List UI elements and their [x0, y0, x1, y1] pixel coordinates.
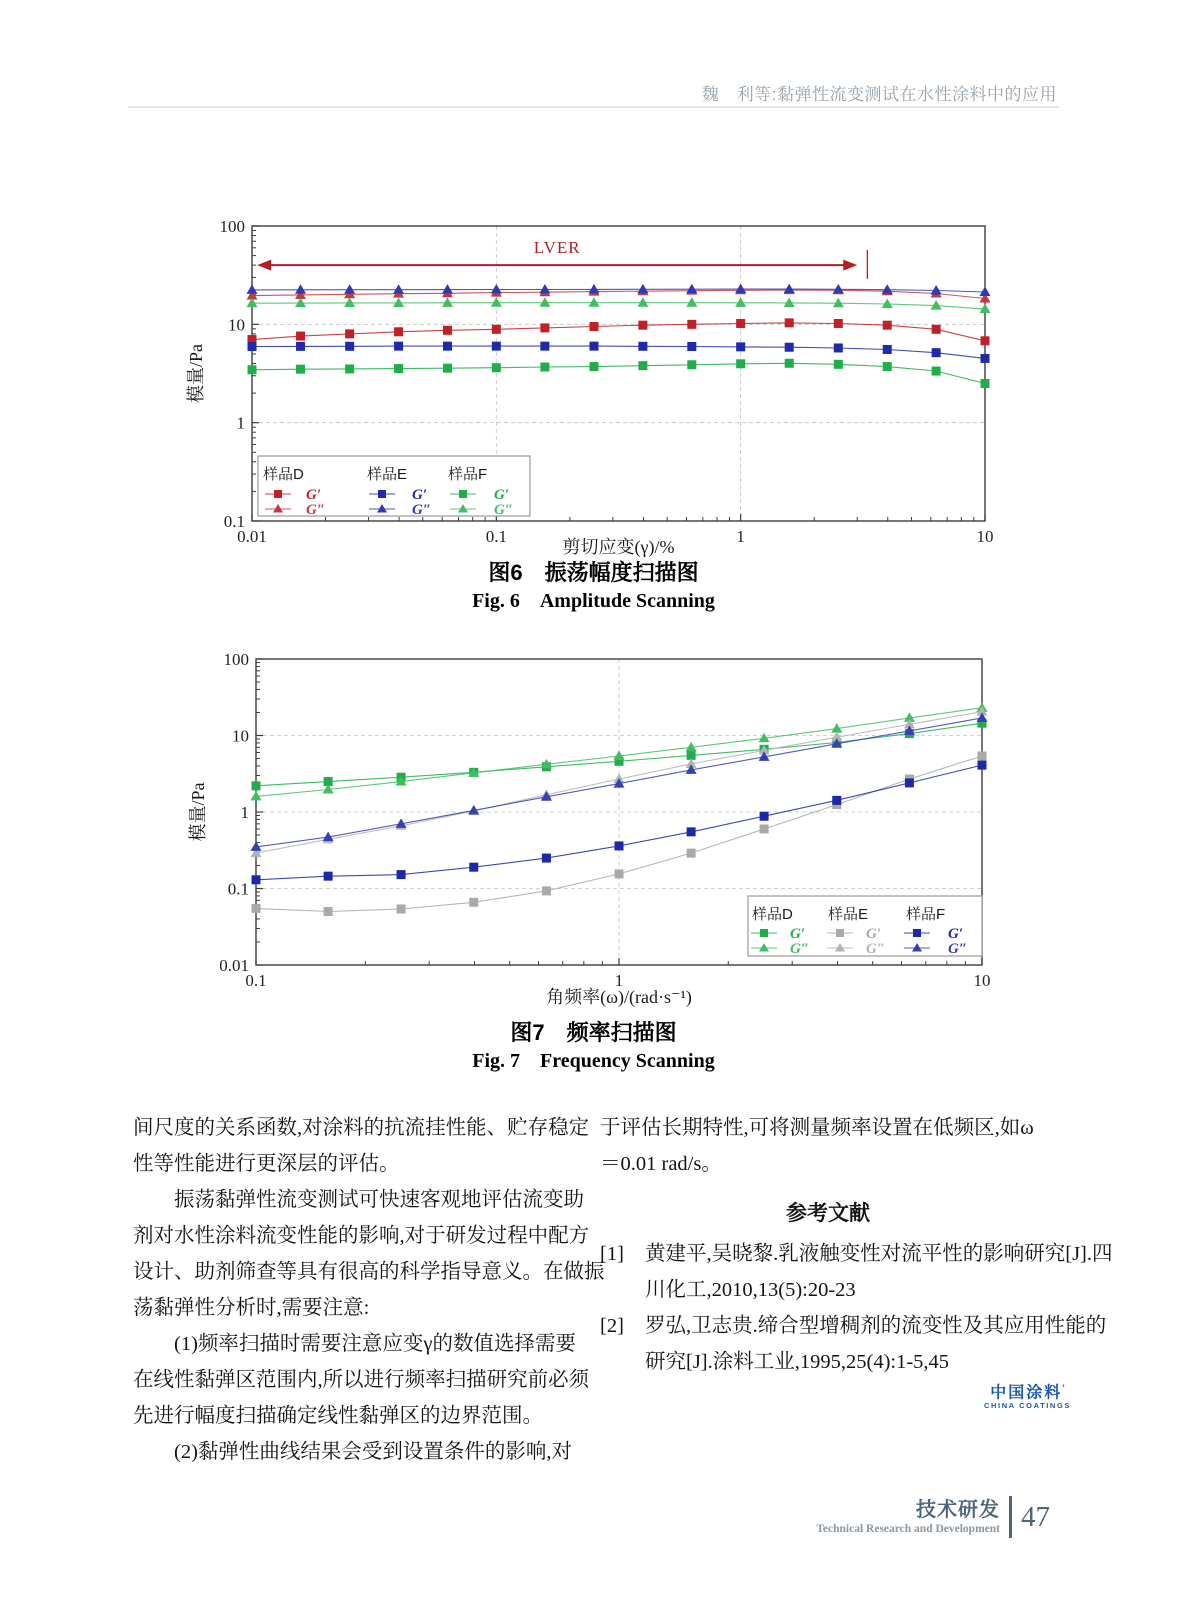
- body-text-line: 设计、助剂筛查等具有很高的科学指导意义。在做振: [133, 1261, 605, 1283]
- svg-text:1: 1: [614, 971, 624, 990]
- svg-text:0.1: 0.1: [245, 971, 267, 990]
- svg-text:G′: G′: [494, 487, 510, 503]
- running-head-title: 魏 利等:黏弹性流变测试在水性涂料中的应用: [701, 85, 1057, 104]
- svg-text:样品E: 样品E: [828, 906, 869, 923]
- svg-text:G″: G″: [306, 502, 326, 518]
- svg-text:G′: G′: [948, 926, 964, 942]
- svg-text:0.01: 0.01: [237, 527, 267, 546]
- page-number: 47: [1021, 1500, 1050, 1533]
- reference-number: [2]: [600, 1315, 624, 1337]
- figure7-frequency-scan-chart: [130, 628, 1070, 1013]
- svg-text:10: 10: [232, 726, 249, 746]
- svg-text:剪切应变(γ)/%: 剪切应变(γ)/%: [562, 537, 675, 557]
- svg-text:样品D: 样品D: [263, 466, 304, 483]
- figure7-caption-en: Fig. 7 Frequency Scanning: [472, 1050, 715, 1072]
- page-footer: [816, 1496, 1050, 1538]
- body-text-line: 荡黏弹性分析时,需要注意:: [133, 1297, 370, 1319]
- svg-text:模量/Pa: 模量/Pa: [188, 782, 208, 842]
- svg-text:10: 10: [228, 315, 245, 335]
- svg-text:LVER: LVER: [533, 238, 581, 258]
- references-heading: 参考文献: [786, 1202, 870, 1225]
- reference-item: [600, 1236, 1113, 1272]
- reference-text-continued: 研究[J].涂料工业,1995,25(4):1-5,45: [645, 1351, 950, 1373]
- reference-item: [600, 1308, 1107, 1344]
- svg-text:0.1: 0.1: [485, 527, 507, 546]
- logo-trademark: ’: [1062, 1383, 1065, 1393]
- svg-text:10: 10: [976, 527, 994, 546]
- footer-divider: [1009, 1496, 1012, 1538]
- svg-text:样品E: 样品E: [367, 466, 408, 483]
- figure6-amplitude-scan-chart: [130, 195, 1070, 567]
- svg-text:G″: G″: [866, 941, 886, 957]
- body-text-line: 性等性能进行更深层的评估。: [133, 1153, 400, 1175]
- svg-text:G′: G′: [866, 926, 882, 942]
- svg-text:0.1: 0.1: [223, 512, 245, 531]
- body-text-line: 在线性黏弹区范围内,所以进行频率扫描研究前必须: [133, 1369, 590, 1391]
- svg-text:G′: G′: [412, 487, 428, 503]
- china-coatings-logo: [984, 1380, 1071, 1411]
- svg-text:10: 10: [973, 971, 991, 990]
- header-divider: [128, 106, 1059, 108]
- footer-section-en: Technical Research and Development: [816, 1523, 1000, 1535]
- body-text-line: 先进行幅度扫描确定线性黏弹区的边界范围。: [133, 1405, 543, 1427]
- body-text-line: 振荡黏弹性流变测试可快速客观地评估流变助: [133, 1189, 584, 1211]
- svg-text:模量/Pa: 模量/Pa: [186, 343, 206, 404]
- logo-text-en: CHINA COATINGS: [984, 1401, 1071, 1411]
- reference-text-continued: 川化工,2010,13(5):20-23: [645, 1279, 856, 1301]
- svg-text:0.1: 0.1: [227, 879, 249, 899]
- reference-text: 罗弘,卫志贵.缔合型增稠剂的流变性及其应用性能的: [645, 1315, 1107, 1337]
- reference-number: [1]: [600, 1243, 624, 1265]
- body-text-line: (1)频率扫描时需要注意应变γ的数值选择需要: [133, 1333, 576, 1355]
- svg-text:样品F: 样品F: [448, 466, 488, 483]
- figure6-caption-zh: 图6 振荡幅度扫描图: [488, 560, 699, 585]
- svg-text:G′: G′: [306, 487, 322, 503]
- body-column-right: [600, 1110, 1113, 1380]
- body-text-line: 间尺度的关系函数,对涂料的抗流挂性能、贮存稳定: [133, 1117, 590, 1139]
- footer-section-zh: 技术研发: [916, 1499, 1000, 1521]
- svg-text:G″: G″: [412, 502, 432, 518]
- body-column-left: [133, 1110, 605, 1470]
- svg-text:1: 1: [736, 527, 745, 546]
- body-text-line: 于评估长期特性,可将测量频率设置在低频区,如ω: [600, 1117, 1034, 1139]
- body-text-line: (2)黏弹性曲线结果会受到设置条件的影响,对: [133, 1441, 573, 1463]
- svg-text:G″: G″: [494, 502, 514, 518]
- svg-text:角频率(ω)/(rad·s⁻¹): 角频率(ω)/(rad·s⁻¹): [546, 987, 692, 1007]
- figure7-caption-zh: 图7 频率扫描图: [510, 1020, 677, 1045]
- svg-text:1: 1: [240, 803, 249, 822]
- reference-text: 黄建平,吴晓黎.乳液触变性对流平性的影响研究[J].四: [645, 1243, 1113, 1265]
- footer-section: [816, 1498, 1000, 1536]
- svg-text:G″: G″: [790, 941, 810, 957]
- svg-text:0.01: 0.01: [219, 956, 249, 975]
- body-text-line: 剂对水性涂料流变性能的影响,对于研发过程中配方: [133, 1225, 590, 1247]
- body-text-line: ＝0.01 rad/s。: [600, 1153, 722, 1175]
- logo-text-zh: 中国涂料’: [990, 1383, 1065, 1402]
- svg-text:G″: G″: [948, 941, 968, 957]
- svg-text:100: 100: [219, 217, 245, 236]
- svg-text:样品F: 样品F: [906, 906, 946, 923]
- svg-text:1: 1: [236, 413, 245, 433]
- svg-text:G′: G′: [790, 926, 806, 942]
- svg-text:100: 100: [223, 650, 249, 669]
- figure6-caption-en: Fig. 6 Amplitude Scanning: [472, 590, 715, 612]
- svg-text:样品D: 样品D: [752, 906, 793, 923]
